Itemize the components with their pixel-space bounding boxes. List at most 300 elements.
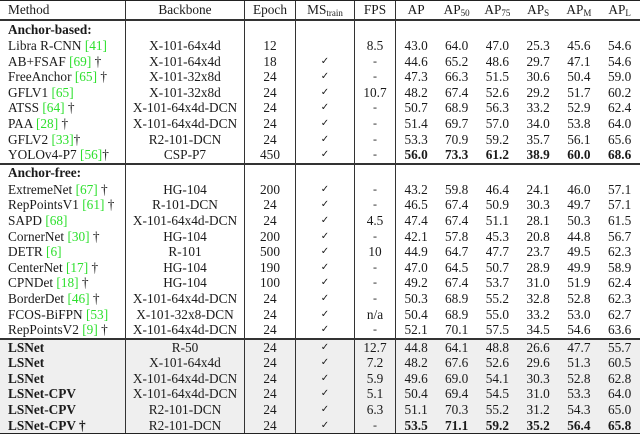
ap50-cell: 65.2 [444,53,469,69]
backbone-cell: X-101-64x4d-DCN [126,371,245,387]
dagger-mark: † [91,53,102,69]
method-cell [0,229,126,245]
empty-cell [559,20,600,38]
apm-cell: 60.0 [567,147,591,163]
backbone-cell: X-101-64x4d-DCN [126,322,245,339]
fps-cell: 6.3 [355,402,396,418]
citation-link[interactable]: [41] [84,38,107,53]
fps-cell: 10 [355,244,396,260]
apl-cell: 57.1 [607,181,632,197]
fps-cell: 8.5 [355,38,396,54]
epoch-cell: 24 [245,371,296,387]
header-row [0,1,640,21]
fps-cell: - [355,147,396,164]
table-row [0,147,640,164]
method-cell [0,147,126,164]
fps-cell: 7.2 [355,355,396,371]
ap75-cell: 45.3 [485,228,510,244]
checkmark-icon: ✓ [296,182,355,198]
backbone-cell: R-50 [126,339,245,356]
ap75-cell: 53.7 [485,275,510,291]
method-name: ExtremeNet [8,181,76,197]
dagger-mark: † [97,69,107,85]
method-cell [0,386,126,402]
epoch-cell: 200 [245,229,296,245]
empty-cell [477,20,518,38]
ap75-cell: 48.8 [477,339,518,356]
empty-cell [436,20,477,38]
aps-cell: 35.2 [518,418,559,434]
table-row [0,418,640,434]
ap-cell: 43.0 [396,38,437,54]
col-ap50: $AP_{50}$ [436,1,477,21]
apl-cell: 62.7 [607,306,632,322]
backbone-cell: R-101-DCN [126,197,245,213]
ap50-cell: 71.1 [436,418,477,434]
ap-cell: 50.7 [396,100,437,116]
apm-cell: 45.6 [567,38,591,53]
empty-cell [396,164,437,182]
ap50-cell: 66.3 [444,69,469,85]
dagger-mark: † [75,417,86,433]
empty-cell [559,164,600,182]
citation-link[interactable]: [30] [67,228,90,244]
aps-cell: 24.1 [526,181,550,197]
empty-cell [355,20,396,38]
method-name: GFLV1 [8,84,52,100]
epoch-cell: 200 [245,182,296,198]
method-name: LSNet [8,355,45,371]
method-name: CenterNet [8,259,66,275]
epoch-cell: 24 [245,339,296,356]
ap-cell: 43.2 [396,182,437,198]
ap75-cell: 54.1 [477,371,518,387]
ap50-cell: 70.3 [436,402,477,418]
ap75-cell: 57.5 [485,322,510,338]
fps-cell: - [355,229,396,245]
table-row [0,116,640,132]
method-cell [0,38,126,54]
epoch-cell: 24 [245,116,296,132]
fps-cell: 5.9 [355,371,396,387]
ap75-cell: 47.0 [485,38,510,53]
checkmark-icon: ✓ [296,386,355,402]
method-name: LSNet-CPV [8,402,76,418]
aps-cell: 30.3 [526,197,550,213]
epoch-cell: 190 [245,260,296,276]
epoch-cell: 24 [245,418,296,434]
ap50-cell: 64.5 [444,259,469,275]
aps-cell: 25.3 [526,38,550,53]
method-name: RepPointsV2 [8,322,83,338]
method-cell [0,275,126,291]
aps-cell: 35.7 [526,131,550,147]
table-row [0,229,640,245]
empty-cell [245,20,296,38]
epoch-cell: 24 [245,197,296,213]
ap75-cell: 52.6 [485,84,510,100]
col-fps: FPS [355,1,396,21]
table-row [0,213,640,229]
table-row [0,322,640,339]
method-name: AB+FSAF [8,53,70,69]
citation-link[interactable]: [65] [74,69,97,85]
apm-cell: 49.7 [567,197,591,213]
aps-cell: 29.2 [526,84,550,100]
ap50-cell: 69.7 [444,115,469,131]
ap75-cell: 59.2 [477,418,518,434]
aps-cell: 38.9 [526,147,550,163]
col-apl: $AP_L$ [599,1,640,21]
table-row [0,275,640,291]
method-cell [0,339,126,356]
citation-link[interactable]: [65] [51,84,74,100]
backbone-cell: X-101-64x4d-DCN [126,291,245,307]
aps-cell: 34.0 [526,115,550,131]
table-row [0,291,640,307]
ap75-cell: 54.5 [477,386,518,402]
apm-cell: 54.6 [567,322,591,338]
table-row [0,260,640,276]
apl-cell: 65.8 [599,418,640,434]
apl-cell: 65.6 [607,131,632,147]
ap-cell: 49.6 [396,371,437,387]
ap75-cell: 47.7 [485,244,510,260]
apm-cell: 50.4 [567,69,591,85]
apl-cell: 58.9 [607,259,632,275]
method-cell [0,244,126,260]
epoch-cell: 24 [245,85,296,101]
fps-cell: 4.5 [355,213,396,229]
fps-cell: - [355,291,396,307]
method-cell [0,402,126,418]
citation-link[interactable]: [18] [56,275,79,291]
method-name: SAPD [8,212,46,228]
ap-cell: 47.3 [396,69,437,85]
ap50-cell: 67.4 [444,275,469,291]
apl-cell: 60.2 [607,84,632,100]
dagger-mark: † [104,197,115,213]
apl-cell: 64.0 [607,115,632,131]
fps-cell: - [355,418,396,434]
apl-cell: 56.7 [607,228,632,244]
ap-cell: 42.1 [396,229,437,245]
dagger-mark: † [64,100,75,116]
apm-cell: 51.3 [559,355,600,371]
fps-cell: - [355,275,396,291]
ap50-cell: 59.8 [444,181,469,197]
ap-cell: 44.6 [396,54,437,70]
aps-cell: 31.0 [526,275,550,291]
ap50-cell: 70.1 [444,322,469,338]
apl-cell: 65.0 [599,402,640,418]
checkmark-icon: ✓ [296,275,355,291]
method-name: ATSS [8,100,43,116]
ap-cell: 48.2 [396,85,437,101]
aps-cell: 20.8 [526,228,550,244]
citation-link[interactable]: [67] [75,181,98,197]
apm-cell: 46.0 [567,181,591,197]
empty-cell [245,164,296,182]
method-cell [0,100,126,116]
ap-cell: 44.8 [396,339,437,356]
method-name: LSNet-CPV [8,417,76,433]
ap75-cell: 59.2 [485,131,510,147]
checkmark-icon: ✓ [296,418,355,434]
epoch-cell: 24 [245,386,296,402]
checkmark-icon: ✓ [296,371,355,387]
method-cell [0,418,126,434]
citation-link[interactable]: [53] [85,306,109,322]
method-cell [0,355,126,371]
table-row [0,402,640,418]
apm-cell: 49.5 [567,244,591,260]
ap-cell: 53.3 [396,132,437,148]
method-name: DETR [8,244,47,260]
col-aps: $AP_S$ [518,1,559,21]
ap-cell: 48.2 [396,355,437,371]
fps-cell: 10.7 [355,85,396,101]
table-row [0,244,640,260]
citation-link[interactable]: [17] [65,259,89,275]
dagger-mark: † [73,131,81,147]
apm-cell: 47.7 [559,339,600,356]
table-row [0,371,640,387]
ap50-cell: 64.1 [436,339,477,356]
col-method: Method [0,1,126,21]
fps-cell: - [355,132,396,148]
ap-cell: 44.9 [396,244,437,260]
citation-link[interactable]: [69] [69,53,92,69]
citation-link[interactable]: [28] [35,115,59,131]
method-cell [0,322,126,339]
checkmark-icon: ✓ [296,229,355,245]
fps-cell: 5.1 [355,386,396,402]
apm-cell: 52.8 [567,290,591,306]
dagger-mark: † [78,275,89,291]
fps-cell: - [355,197,396,213]
epoch-cell: 450 [245,147,296,164]
dagger-mark: † [58,115,69,131]
section-header-anchor_based [0,20,640,38]
ap75-cell: 50.7 [485,259,510,275]
col-epoch: Epoch [245,1,296,21]
checkmark-icon: ✓ [296,402,355,418]
dagger-mark: † [102,147,109,163]
epoch-cell: 24 [245,291,296,307]
method-cell [0,260,126,276]
ap75-cell: 51.1 [485,212,510,228]
table-row [0,38,640,54]
fps-cell: - [355,182,396,198]
fps-cell: - [355,69,396,85]
empty-cell [477,164,518,182]
ap75-cell: 55.0 [485,306,510,322]
citation-link[interactable]: [6] [46,244,62,260]
backbone-cell: X-101-64x4d [126,38,245,54]
method-name: GFLV2 [8,131,52,147]
col-apm: $AP_M$ [559,1,600,21]
apl-cell: 62.3 [607,244,632,260]
ap75-cell: 55.2 [485,290,510,306]
apm-cell: 54.3 [559,402,600,418]
fps-cell: - [355,100,396,116]
method-name: CPNDet [8,275,57,291]
method-cell [0,197,126,213]
empty-cell [518,164,559,182]
fps-cell: - [355,54,396,70]
ap-cell: 50.4 [396,386,437,402]
table-body [0,20,640,434]
epoch-cell: 500 [245,244,296,260]
fps-cell: - [355,116,396,132]
aps-cell: 29.7 [526,53,550,69]
ap75-cell: 61.2 [485,147,510,163]
empty-cell [126,164,245,182]
table-row [0,100,640,116]
method-name: PAA [8,115,36,131]
backbone-cell: HG-104 [126,260,245,276]
citation-link[interactable]: [64] [42,100,65,116]
apl-cell: 55.7 [599,339,640,356]
checkmark-icon: ✓ [296,322,355,339]
ap75-cell: 50.9 [485,197,510,213]
checkmark-icon: ✓ [296,85,355,101]
ap50-cell: 70.9 [444,131,469,147]
checkmark-icon: ✓ [296,100,355,116]
method-name: FCOS-BiFPN [8,306,86,322]
apm-cell: 44.8 [567,228,591,244]
backbone-cell: X-101-64x4d-DCN [126,213,245,229]
apl-cell: 62.4 [607,275,632,291]
col-ap: AP [396,1,437,21]
ap50-cell: 67.6 [436,355,477,371]
method-cell [0,54,126,70]
ap50-cell: 64.0 [444,38,469,53]
method-name: LSNet [8,370,45,386]
citation-link[interactable]: [9] [82,322,98,338]
backbone-cell: X-101-64x4d [126,355,245,371]
ap50-cell: 57.8 [444,228,469,244]
empty-cell [296,164,355,182]
method-cell [0,69,126,85]
empty-cell [296,20,355,38]
ap-cell: 47.4 [396,213,437,229]
backbone-cell: X-101-64x4d-DCN [126,100,245,116]
ap-cell: 51.1 [396,402,437,418]
method-cell [0,85,126,101]
checkmark-icon: ✓ [296,54,355,70]
apl-cell: 61.5 [607,212,632,228]
aps-cell: 30.6 [526,69,550,85]
citation-link[interactable]: [46] [67,290,90,306]
aps-cell: 31.2 [518,402,559,418]
method-cell [0,213,126,229]
table-row [0,339,640,356]
fps-cell: - [355,260,396,276]
citation-link[interactable]: [68] [45,212,68,228]
method-name: LSNet [8,339,45,355]
apm-cell: 50.3 [567,212,591,228]
citation-link[interactable]: [33] [51,131,74,147]
backbone-cell: R-101 [126,244,245,260]
apl-cell: 64.0 [599,386,640,402]
apm-cell: 53.8 [567,115,591,131]
backbone-cell: R2-101-DCN [126,402,245,418]
aps-cell: 34.5 [526,322,550,338]
backbone-cell: CSP-P7 [126,147,245,164]
backbone-cell: HG-104 [126,229,245,245]
col-backbone: Backbone [126,1,245,21]
ms-train-cell [296,38,355,54]
ap-cell: 52.1 [396,322,437,339]
section-title: Anchor-based: [8,21,92,37]
apl-cell: 62.4 [607,100,632,116]
ap-cell: 56.0 [396,147,437,164]
epoch-cell: 24 [245,307,296,323]
ap50-cell: 67.4 [444,197,469,213]
empty-cell [436,164,477,182]
ap50-cell: 64.7 [444,244,469,260]
table-row [0,132,640,148]
ap-cell: 50.3 [396,291,437,307]
aps-cell: 33.2 [526,306,550,322]
checkmark-icon: ✓ [296,197,355,213]
checkmark-icon: ✓ [296,260,355,276]
apm-cell: 51.9 [567,275,591,291]
table-row [0,182,640,198]
method-name: BorderDet [8,290,68,306]
checkmark-icon: ✓ [296,132,355,148]
apm-cell: 52.8 [559,371,600,387]
method-cell [0,182,126,198]
ap50-cell: 68.9 [444,306,469,322]
ap50-cell: 68.9 [444,100,469,116]
backbone-cell: HG-104 [126,182,245,198]
empty-cell [518,20,559,38]
apm-cell: 47.1 [567,53,591,69]
empty-cell [599,164,640,182]
epoch-cell: 24 [245,213,296,229]
citation-link[interactable]: [61] [82,197,105,213]
epoch-cell: 24 [245,100,296,116]
epoch-cell: 24 [245,69,296,85]
aps-cell: 33.2 [526,100,550,116]
apl-cell: 62.3 [607,290,632,306]
ap50-cell: 67.4 [444,212,469,228]
table-row [0,197,640,213]
table-row [0,355,640,371]
epoch-cell: 12 [245,38,296,54]
checkmark-icon: ✓ [296,213,355,229]
method-cell [0,116,126,132]
apl-cell: 54.6 [607,38,632,53]
epoch-cell: 24 [245,322,296,339]
apl-cell: 62.8 [599,371,640,387]
dagger-mark: † [89,290,100,306]
ap50-cell: 73.3 [444,147,469,163]
table-row [0,386,640,402]
empty-cell [355,164,396,182]
ap-cell: 53.5 [396,418,437,434]
citation-link[interactable]: [56] [80,147,103,163]
table-row [0,54,640,70]
ap-cell: 51.4 [396,116,437,132]
table-row [0,69,640,85]
method-name: YOLOv4-P7 [8,147,81,163]
method-name: FreeAnchor [8,69,75,85]
method-cell [0,132,126,148]
